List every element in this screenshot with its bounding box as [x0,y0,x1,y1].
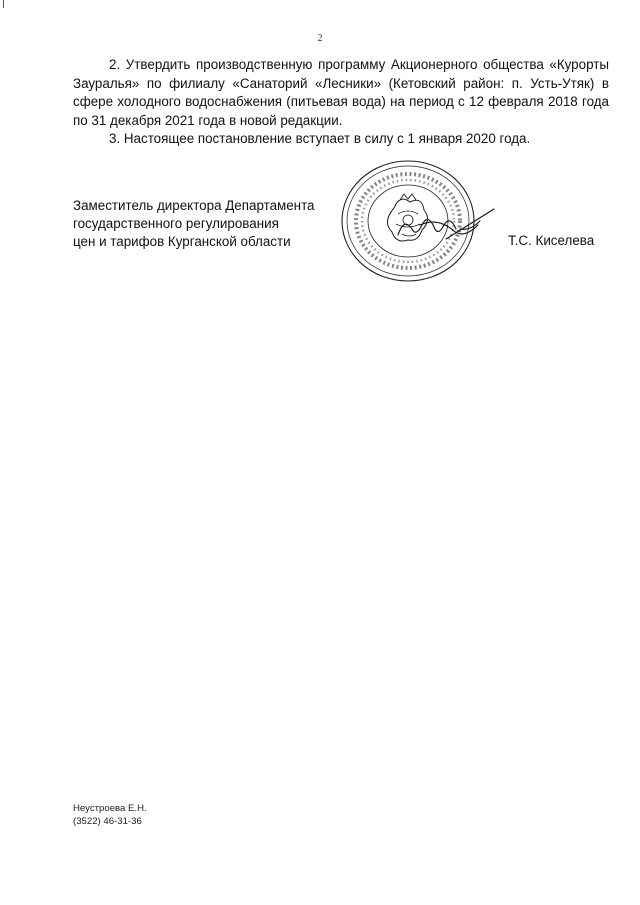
paragraph-item-3: 3. Настоящее постановление вступает в силу с 1 января 2020 года. [109,131,531,147]
signatory-name: Т.С. Киселева [508,233,595,248]
page-number: 2 [317,33,323,44]
signatory-title [73,197,315,251]
signatory-title-line: государственного регулирования [73,216,279,231]
executor-info [73,803,147,828]
signatory-title-line: цен и тарифов Курганской области [73,234,291,249]
resolution-body [73,56,609,149]
executor-phone: (3522) 46-31-36 [73,815,142,827]
signatory-title-line: Заместитель директора Департамента [73,198,315,213]
handwritten-signature [390,195,510,255]
executor-name: Неустроева Е.Н. [73,803,147,814]
scan-edge-mark [3,0,4,8]
paragraph-item-2: 2. Утвердить производственную программу Акционерного общества «Курорты Зауралья» по филиалу «Санаторий «Лесники» (Кетовский район: п. Усть-Утяк) в сфере холодного водоснабжения (питьевая вода) на период с 12 февраля 2018 года по 31 декабря 2021 года в новой редакции. [73,57,609,128]
